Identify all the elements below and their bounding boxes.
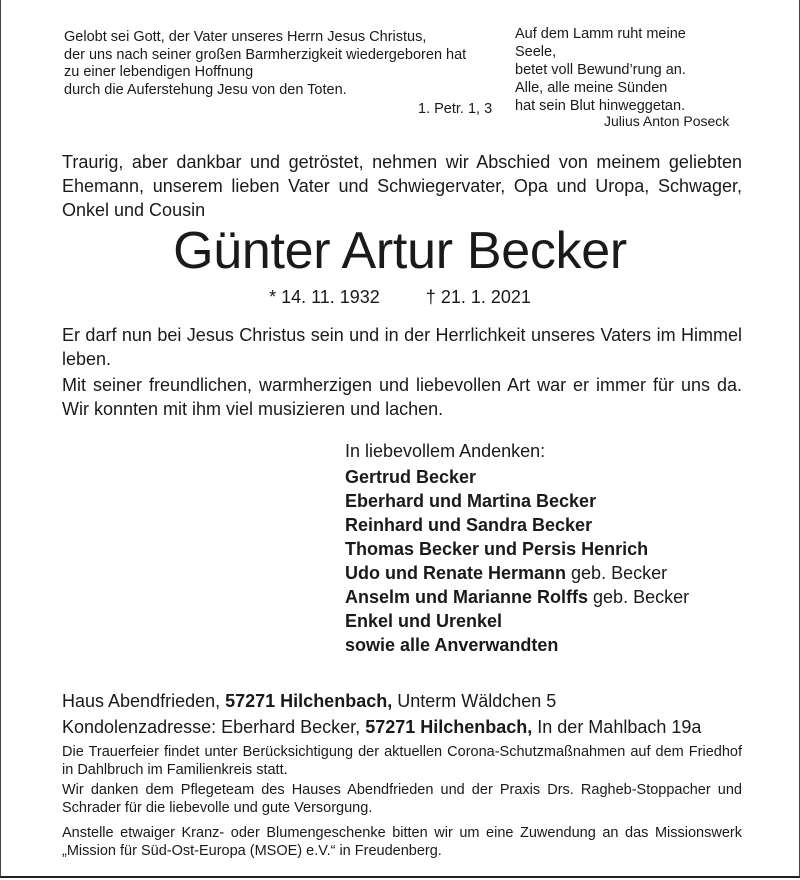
family-name: Thomas Becker und Persis Henrich: [345, 539, 649, 559]
addresses: [62, 688, 701, 740]
intro-text: Traurig, aber dankbar und getröstet, nehmen wir Abschied von meinem geliebten Ehemann, unserem lieben Vater und Schwiegervater, Opa und Uropa, Schwager, Onkel und Cousin: [62, 152, 742, 220]
family-name: Gertrud Becker: [345, 467, 477, 487]
bible-verse: [64, 29, 504, 99]
address-condolence: [62, 714, 701, 740]
verse-line: Gelobt sei Gott, der Vater unseres Herrn Jesus Christus,: [64, 29, 427, 45]
family-entry: [345, 585, 689, 609]
donation-notice: Anstelle etwaiger Kranz- oder Blumengeschenke bitten wir um eine Zuwendung an das Missionswerk „Mission für Süd-Ost-Europa (MSOE) e.V.“ in Freudenberg.: [62, 825, 742, 859]
family-suffix: geb. Becker: [588, 587, 690, 607]
funeral-notice: Die Trauerfeier findet unter Berücksichtigung der aktuellen Corona-Schutzmaßnahmen auf dem Friedhof in Dahlbruch im Familienkreis statt.: [62, 744, 742, 778]
address-city: 57271 Hilchenbach,: [365, 717, 533, 737]
verse-line: durch die Auferstehung Jesu von den Toten.: [64, 81, 347, 98]
thanks-notice: Wir danken dem Pflegeteam des Hauses Abendfrieden und der Praxis Drs. Ragheb-Stoppacher und Schrader für die liebevolle und gute Versorgung.: [62, 782, 742, 816]
hymn-verse: [515, 25, 775, 115]
family-name: sowie alle Anverwandten: [345, 635, 559, 655]
family-suffix: geb. Becker: [566, 563, 668, 583]
family-entry: [345, 513, 689, 537]
hymn-line: Alle, alle meine Sünden: [515, 80, 668, 96]
family-entry: [345, 633, 689, 657]
hymn-line: betet voll Bewund’rung an.: [515, 62, 686, 78]
address-residence: [62, 688, 701, 714]
family-list: [345, 465, 689, 657]
family-name: Enkel und Urenkel: [345, 611, 503, 631]
family-name: Anselm und Marianne Rolffs: [345, 587, 589, 607]
family-name: Reinhard und Sandra Becker: [345, 515, 593, 535]
hymn-line: Seele,: [515, 44, 557, 60]
life-dates: [0, 287, 800, 308]
family-entry: [345, 561, 689, 585]
verse-line: der uns nach seiner großen Barmherzigkeit wiedergeboren hat: [64, 46, 467, 63]
family-name: Udo und Renate Hermann: [345, 563, 567, 583]
death-date: † 21. 1. 2021: [425, 287, 531, 307]
family-entry: [345, 489, 689, 513]
family-entry: [345, 537, 689, 561]
family-name: Eberhard und Martina Becker: [345, 491, 597, 511]
verse-reference: 1. Petr. 1, 3: [418, 101, 493, 117]
deceased-name: Günter Artur Becker: [173, 222, 627, 280]
birth-date: * 14. 11. 1932: [269, 287, 380, 307]
paragraph-faith: Er darf nun bei Jesus Christus sein und in der Herrlichkeit unseres Vaters im Himmel leben.: [62, 325, 742, 369]
memory-label: In liebevollem Andenken:: [345, 441, 546, 461]
hymn-line: Auf dem Lamm ruht meine: [515, 26, 686, 42]
family-entry: [345, 609, 689, 633]
hymn-author: Julius Anton Poseck: [604, 113, 730, 129]
paragraph-memory: Mit seiner freundlichen, warmherzigen und liebevollen Art war er immer für uns da. Wir konnten mit ihm viel musizieren und lachen.: [62, 375, 742, 419]
address-city: 57271 Hilchenbach,: [225, 691, 393, 711]
address-text: Kondolenzadresse: Eberhard Becker,: [62, 717, 366, 737]
hymn-line: hat sein Blut hinweggetan.: [515, 98, 686, 114]
address-street: Unterm Wäldchen 5: [392, 691, 557, 711]
verse-line: zu einer lebendigen Hoffnung: [64, 64, 254, 80]
address-street: In der Mahlbach 19a: [532, 717, 702, 737]
family-entry: [345, 465, 689, 489]
address-text: Haus Abendfrieden,: [62, 691, 226, 711]
